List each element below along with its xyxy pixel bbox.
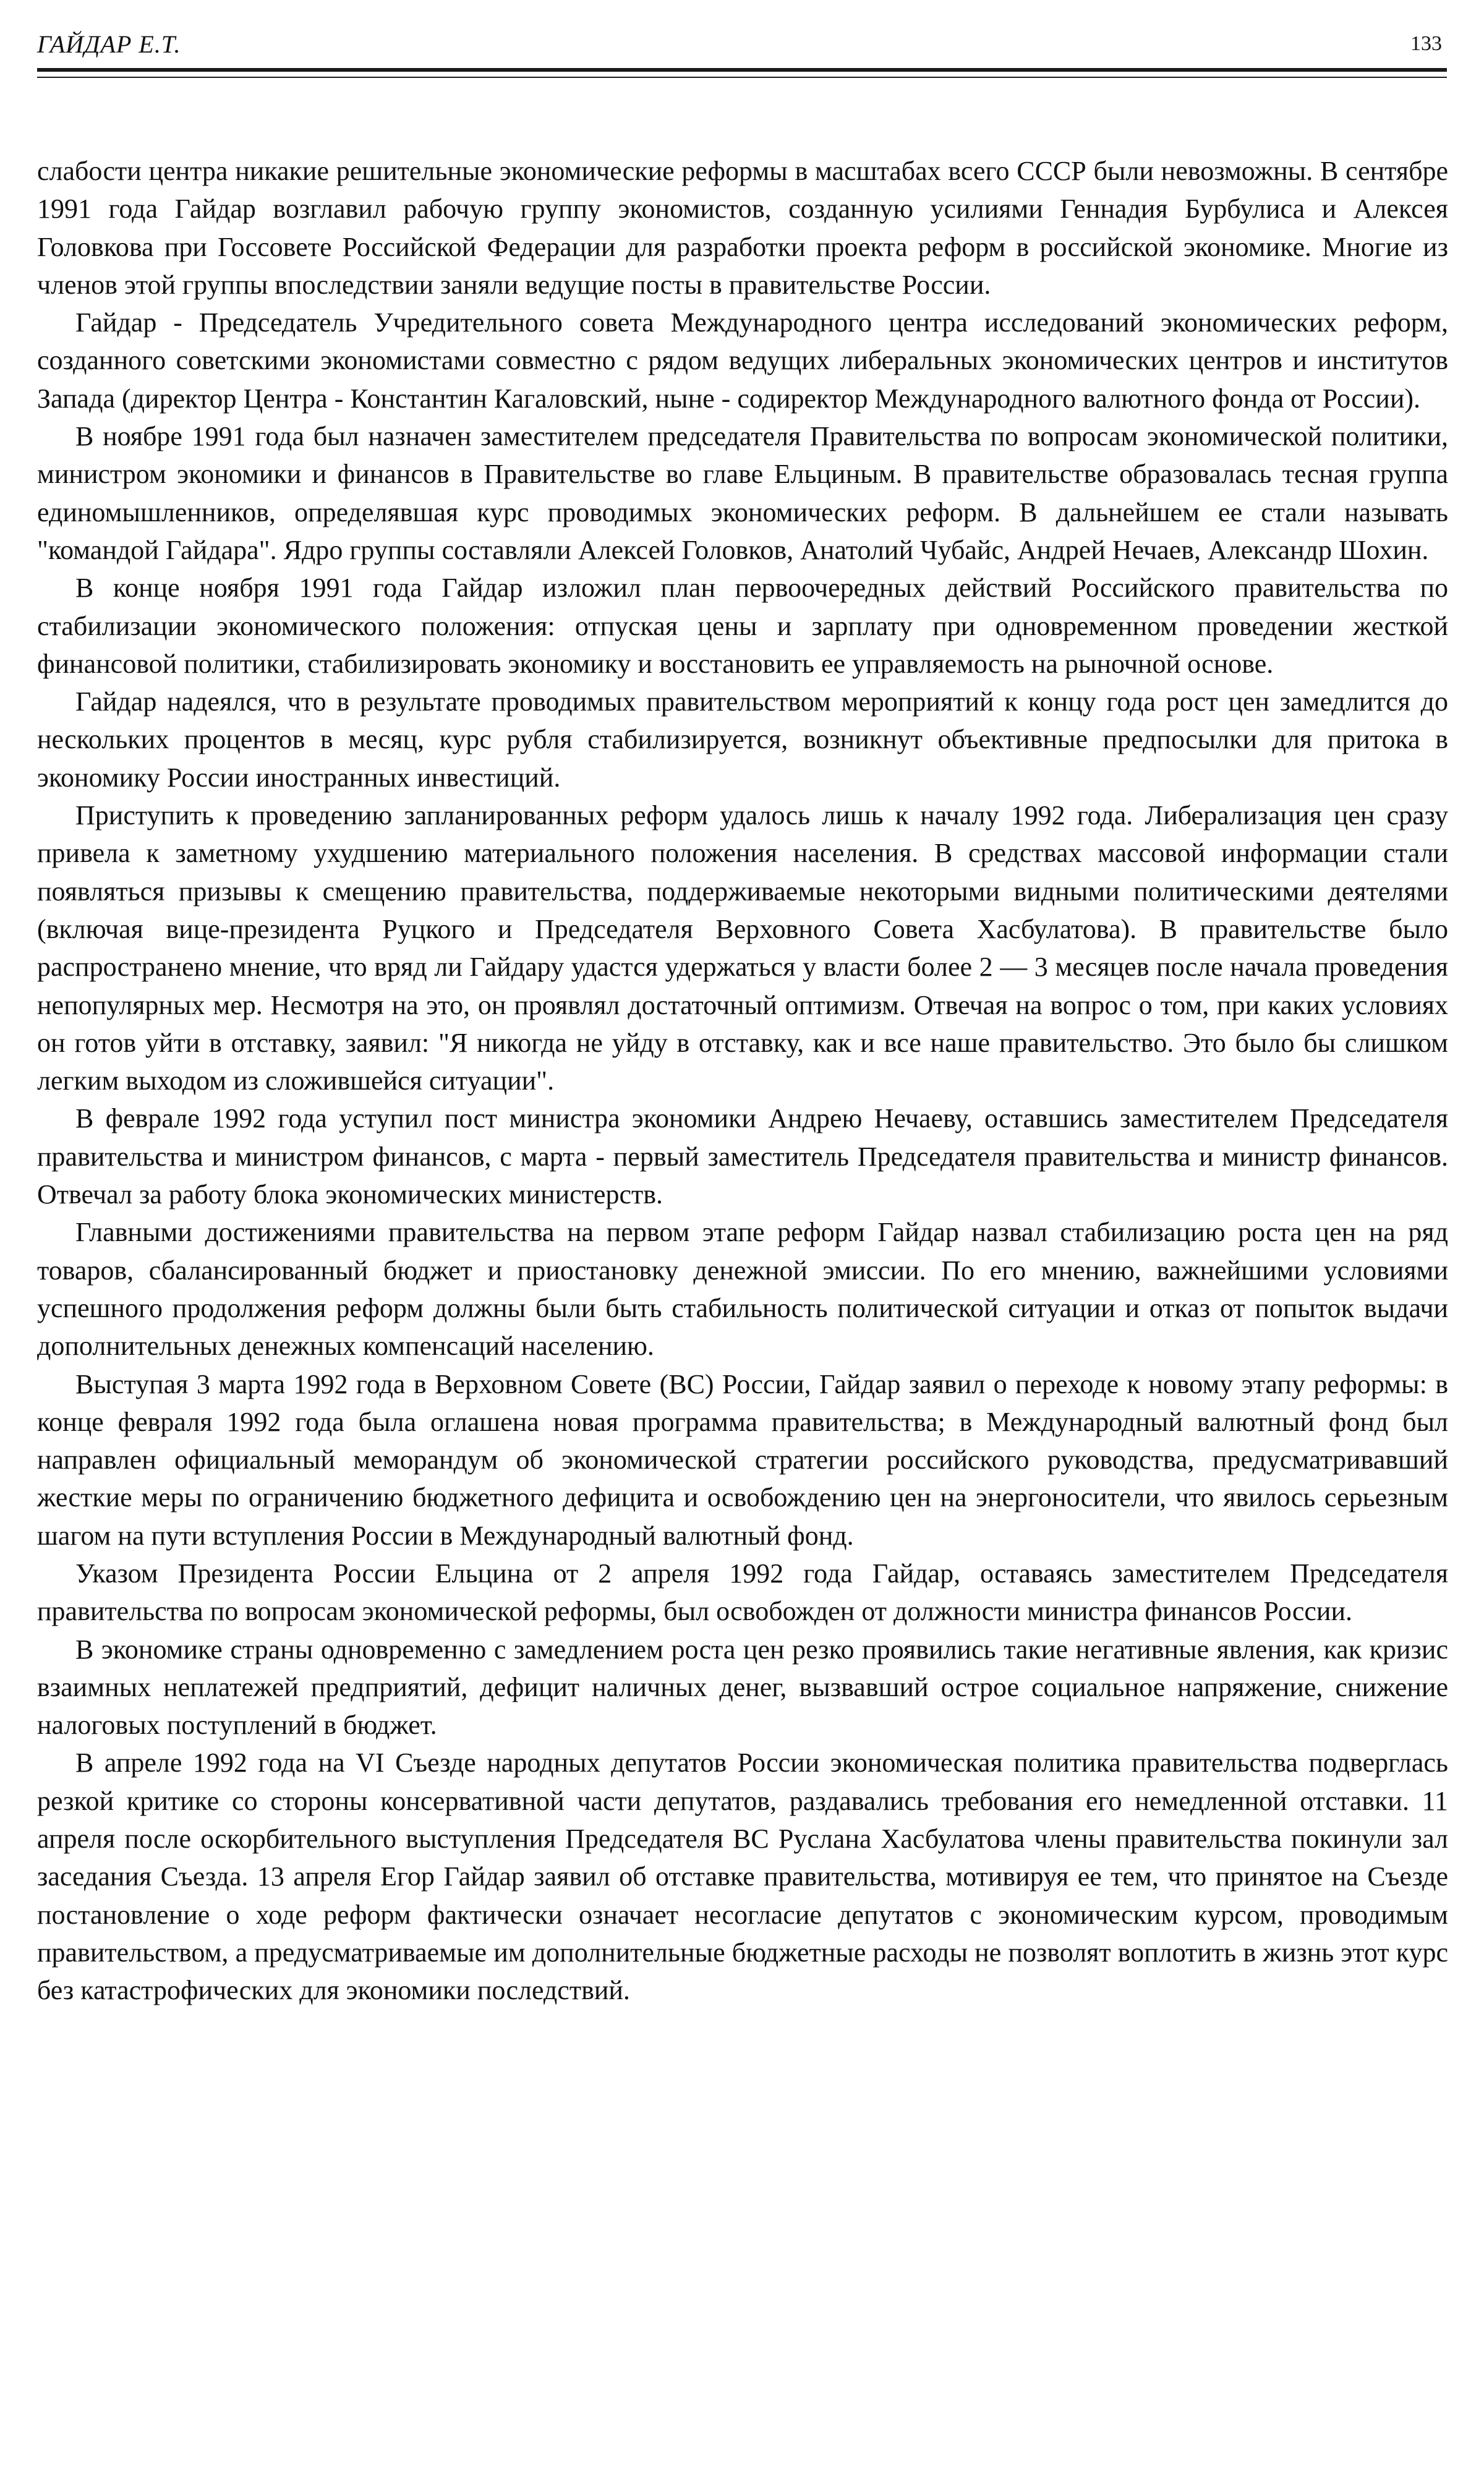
paragraph: Указом Президента России Ельцина от 2 апреля 1992 года Гайдар, оставаясь заместителем Председателя правительства по вопросам экономической реформы, был освобожден от должности министра финансов России.: [37, 1558, 1448, 1627]
paragraph: В конце ноября 1991 года Гайдар изложил план первоочередных действий Российского правительства по стабилизации экономического положения: отпуская цены и зарплату при одновременном проведении жесткой финансовой политики, стабилизировать экономику и восстановить ее управляемость на рыночной основе.: [37, 573, 1448, 679]
paragraph: В апреле 1992 года на VI Съезде народных депутатов России экономическая политика правительства подверглась резкой критике со стороны консервативной части депутатов, раздавались требования его немедленной отставки. 11 апреля после оскорбительного выступления Председателя ВС Руслана Хасбулатова члены правительства покинули зал заседания Съезда. 13 апреля Егор Гайдар заявил об отставке правительства, мотивируя ее тем, что принятое на Съезде постановление о ходе реформ фактически означает несогласие депутатов с экономическим курсом, проводимым правительством, а предусматриваемые им дополнительные бюджетные расходы не позволят воплотить в жизнь этот курс без катастрофических для экономики последствий.: [37, 1747, 1448, 2006]
running-header: [37, 23, 1442, 61]
paragraph: В феврале 1992 года уступил пост министра экономики Андрею Нечаеву, оставшись заместителем Председателя правительства и министром финансов, с марта - первый заместитель Председателя правительства и министр финансов. Отвечал за работу блока экономических министерств.: [37, 1103, 1448, 1210]
body-text: [37, 152, 1448, 2010]
paragraph: Приступить к проведению запланированных реформ удалось лишь к началу 1992 года. Либерализация цен сразу привела к заметному ухудшению материального положения населения. В средствах массовой информации стали появляться призывы к смещению правительства, поддерживаемые некоторыми видными политическими деятелями (включая вице-президента Руцкого и Председателя Верховного Совета Хасбулатова). В правительстве было распространено мнение, что вряд ли Гайдару удастся удержаться у власти более 2 — 3 месяцев после начала проведения непопулярных мер. Несмотря на это, он проявлял достаточный оптимизм. Отвечая на вопрос о том, при каких условиях он готов уйти в отставку, заявил: "Я никогда не уйду в отставку, как и все наше правительство. Это было бы слишком легким выходом из сложившейся ситуации".: [37, 800, 1448, 1096]
paragraph: В экономике страны одновременно с замедлением роста цен резко проявились такие негативные явления, как кризис взаимных неплатежей предприятий, дефицит наличных денег, вызвавший острое социальное напряжение, снижение налоговых поступлений в бюджет.: [37, 1634, 1448, 1741]
paragraph: слабости центра никакие решительные экономические реформы в масштабах всего СССР были невозможны. В сентябре 1991 года Гайдар возглавил рабочую группу экономистов, созданную усилиями Геннадия Бурбулиса и Алексея Головкова при Госсовете Российской Федерации для разработки проекта реформ в российской экономике. Многие из членов этой группы впоследствии заняли ведущие посты в правительстве России.: [37, 156, 1448, 300]
paragraph: Главными достижениями правительства на первом этапе реформ Гайдар назвал стабилизацию роста цен на ряд товаров, сбалансированный бюджет и приостановку денежной эмиссии. По его мнению, важнейшими условиями успешного продолжения реформ должны были быть стабильность политической ситуации и отказ от попыток выдачи дополнительных денежных компенсаций населению.: [37, 1217, 1448, 1362]
header-rule-thick: [37, 68, 1447, 72]
page-number: 133: [1410, 32, 1442, 55]
header-rule-thin: [37, 77, 1447, 78]
paragraph: Гайдар надеялся, что в результате проводимых правительством мероприятий к концу года рост цен замедлится до нескольких процентов в месяц, курс рубля стабилизируется, возникнут объективные предпосылки для притока в экономику России иностранных инвестиций.: [37, 686, 1448, 793]
paragraph: Выступая 3 марта 1992 года в Верховном Совете (ВС) России, Гайдар заявил о переходе к новому этапу реформы: в конце февраля 1992 года была оглашена новая программа правительства; в Международный валютный фонд был направлен официальный меморандум об экономической стратегии российского руководства, предусматривавший жесткие меры по ограничению бюджетного дефицита и освобождению цен на энергоносители, что явилось серьезным шагом на пути вступления России в Международный валютный фонд.: [37, 1368, 1448, 1551]
paragraph: Гайдар - Председатель Учредительного совета Международного центра исследований экономических реформ, созданного советскими экономистами совместно с рядом ведущих либеральных экономических центров и институтов Запада (директор Центра - Константин Кагаловский, ныне - содиректор Международного валютного фонда от России).: [37, 307, 1448, 414]
author-running-head: ГАЙДАР Е.Т.: [37, 30, 181, 58]
paragraph: В ноябре 1991 года был назначен заместителем председателя Правительства по вопросам экономической политики, министром экономики и финансов в Правительстве во главе Ельциным. В правительстве образовалась тесная группа единомышленников, определявшая курс проводимых экономических реформ. В дальнейшем ее стали называть "командой Гайдара". Ядро группы составляли Алексей Головков, Анатолий Чубайс, Андрей Нечаев, Александр Шохин.: [37, 421, 1448, 565]
